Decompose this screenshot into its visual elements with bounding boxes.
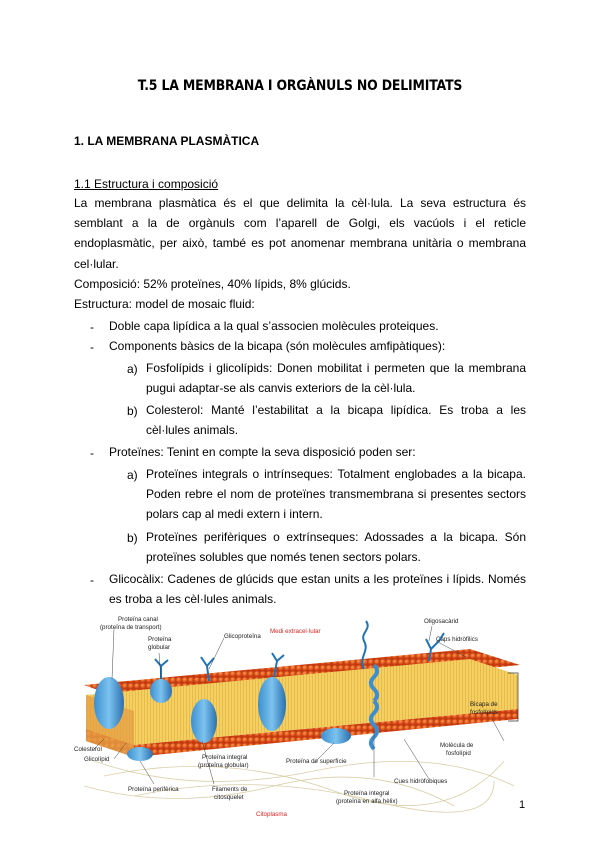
globular-protein [150, 679, 172, 703]
intro-line: La membrana plasmàtica és el que delimita la cèl·lula. La seva estructura és [74, 196, 526, 210]
label-channel-protein: Proteïna canal [118, 616, 158, 623]
label-filaments-1: Filaments de [212, 786, 248, 793]
section-heading: 1. LA MEMBRANA PLASMÀTICA [74, 134, 260, 148]
label-integral-protein-1: Proteïna integral [202, 754, 248, 761]
label-channel-protein-sub: (proteïna de transport) [100, 624, 162, 631]
label-hydrophobic-tails: Cues hidròfobiques [394, 778, 448, 785]
list-marker: a) [127, 362, 138, 376]
channel-protein [94, 677, 124, 729]
label-bilayer-1: Bicapa de [470, 701, 498, 708]
list-line: Colesterol: Manté l’estabilitat a la bicapa lipídica. Es troba a les [146, 403, 526, 417]
intro-line: cel·lular. [74, 256, 119, 271]
label-phospholipid-1: Molècula de [440, 742, 474, 749]
bullet-text [109, 316, 526, 336]
label-alpha-protein-1: Proteïna integral [344, 790, 390, 797]
label-cytoplasm: Citoplasma [256, 811, 287, 818]
bullet-marker: - [90, 573, 94, 587]
bullet-marker: - [90, 320, 94, 334]
membrane-diagram [74, 611, 526, 821]
list-item-text [146, 400, 526, 440]
page-title: T.5 LA MEMBRANA I ORGÀNULS NO DELIMITATS [137, 78, 463, 94]
list-line: proteïnes solubles que només tenen sectors polars. [146, 550, 421, 565]
integral-protein [258, 677, 286, 731]
list-line: Proteïnes perifèriques o extrínseques: Adossades a la bicapa. Són [146, 530, 526, 544]
list-line: pugui adaptar-se als canvis exteriors de la cèl·lula. [146, 381, 416, 396]
label-surface-protein: Proteïna de superfície [286, 758, 347, 765]
label-alpha-protein-2: (proteïna en alfa hèlix) [336, 798, 398, 805]
subsection-heading: 1.1 Estructura i composició [74, 177, 219, 191]
label-filaments-2: citosquelet [214, 794, 244, 801]
list-marker: a) [127, 468, 138, 482]
label-hydrophilic-heads: Caps hidròfilics [436, 636, 478, 643]
list-item-text [146, 358, 526, 398]
intro-line: semblant a la de orgànuls com l’aparell de Golgi, els vacúols i el reticle [74, 216, 526, 231]
list-line: Poden rebre el nom de proteïnes transmembrana si presentes sectors [146, 487, 526, 502]
list-line: cèl·lules animals. [146, 423, 239, 438]
label-cholesterol: Colesterol [74, 746, 102, 753]
composition-line: Composició: 52% proteïnes, 40% lípids, 8% glúcids. [74, 277, 351, 291]
label-phospholipid-2: fosfolípid [446, 750, 471, 757]
intro-paragraph [74, 193, 526, 274]
list-line: polars cap al medi extern i intern. [146, 507, 323, 522]
list-item-text [146, 464, 526, 525]
bullet-line: Components bàsics de la bicapa (són molècules amfipàtiques): [109, 339, 446, 353]
list-marker: b) [127, 404, 138, 418]
label-glycoprotein: Glicoproteïna [224, 633, 261, 640]
label-globular-protein-2: globular [148, 644, 171, 651]
bullet-line: Proteïnes: Tenint en compte la seva disposició poden ser: [109, 445, 416, 459]
structure-line: Estructura: model de mosaic fluid: [74, 297, 255, 311]
bullet-line: Doble capa lipídica a la qual s’associen molècules proteiques. [109, 319, 439, 333]
label-extracellular: Medi extracel·lular [270, 628, 321, 635]
label-oligosaccharide: Oligosacàrid [424, 618, 459, 625]
label-globular-protein: Proteïna [148, 636, 172, 643]
bullet-line: Glicocàlix: Cadenes de glúcids que estan units a les proteïnes i lípids. Només [109, 572, 526, 586]
bullet-marker: - [90, 446, 94, 460]
list-line: Fosfolípids i glicolípids: Donen mobilitat i permeten que la membrana [146, 361, 526, 375]
label-peripheral-protein: Proteïna perifèrica [128, 786, 179, 793]
bullet-marker: - [90, 340, 94, 354]
label-bilayer-2: fosfolípids [470, 709, 498, 716]
bullet-text [109, 569, 526, 609]
list-item-text [146, 527, 526, 567]
label-glycolipid: Glicolípid [84, 756, 110, 763]
page-number: 1 [519, 799, 526, 811]
integral-protein-globular [191, 699, 217, 743]
bullet-text [109, 442, 526, 462]
list-line: Proteïnes integrals o intrínseques: Totalment englobades a la bicapa. [146, 467, 526, 481]
peripheral-protein [127, 747, 153, 761]
intro-line: endoplasmàtic, per això, també es pot anomenar membrana unitària o membrana [74, 236, 526, 251]
bullet-line: es troba a les cèl·lules animals. [109, 592, 277, 607]
bullet-text [109, 336, 526, 356]
label-integral-protein-2: (proteïna globular) [198, 762, 249, 769]
list-marker: b) [127, 531, 138, 545]
surface-protein [321, 728, 351, 744]
